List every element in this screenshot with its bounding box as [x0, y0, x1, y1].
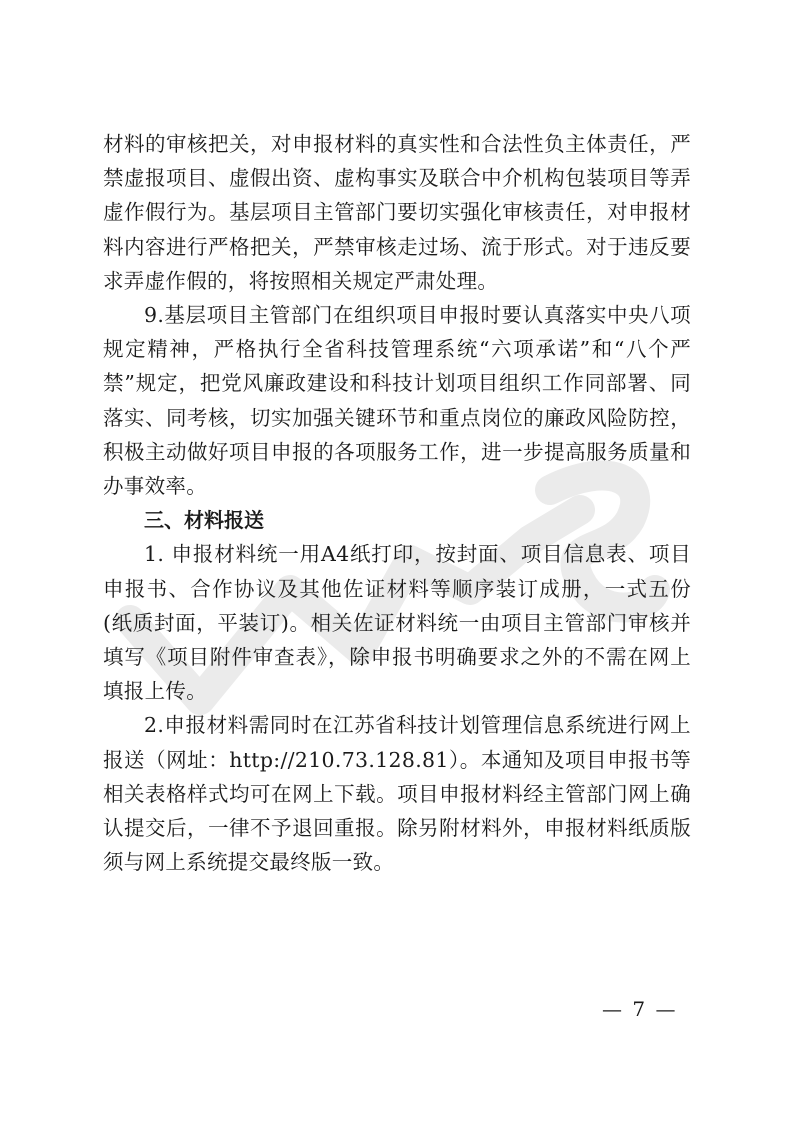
paragraph-submission-2: 2.申报材料需同时在江苏省科技计划管理信息系统进行网上报送（网址：http://210.73.128.81）。本通知及项目申报书等相关表格样式均可在网上下载。项目申报材料经主管部门网上确认提交后，一律不予退回重报。除另附材料外，申报材料纸质版须与网上系统提交最终版一致。 — [103, 713, 691, 875]
paragraph-item-9: 9.基层项目主管部门在组织项目申报时要认真落实中央八项规定精神，严格执行全省科技管理系统“六项承诺”和“八个严禁”规定，把党风廉政建设和科技计划项目组织工作同部署、同落实、同考核，切实加强关键环节和重点岗位的廉政风险防控，积极主动做好项目申报的各项服务工作，进一步提高服务质量和办事效率。 — [103, 303, 691, 499]
section-heading-materials-submission: 三、材料报送 — [144, 508, 264, 533]
paragraph-continuation: 材料的审核把关，对申报材料的真实性和合法性负主体责任，严禁虚报项目、虚假出资、虚构事实及联合中介机构包装项目等弄虚作假行为。基层项目主管部门要切实强化审核责任，对申报材料内容进行严格把关，严禁审核走过场、流于形式。对于违反要求弄虚作假的，将按照相关规定严肃处理。 — [103, 132, 691, 293]
page-number: — 7 — — [602, 997, 678, 1021]
paragraph-submission-1: 1. 申报材料统一用A4纸打印，按封面、项目信息表、项目申报书、合作协议及其他佐证材料等顺序装订成册，一式五份(纸质封面，平装订)。相关佐证材料统一由项目主管部门审核并填写《项目附件审查表》，除申报书明确要求之外的不需在网上填报上传。 — [103, 542, 691, 704]
document-body — [103, 127, 691, 879]
